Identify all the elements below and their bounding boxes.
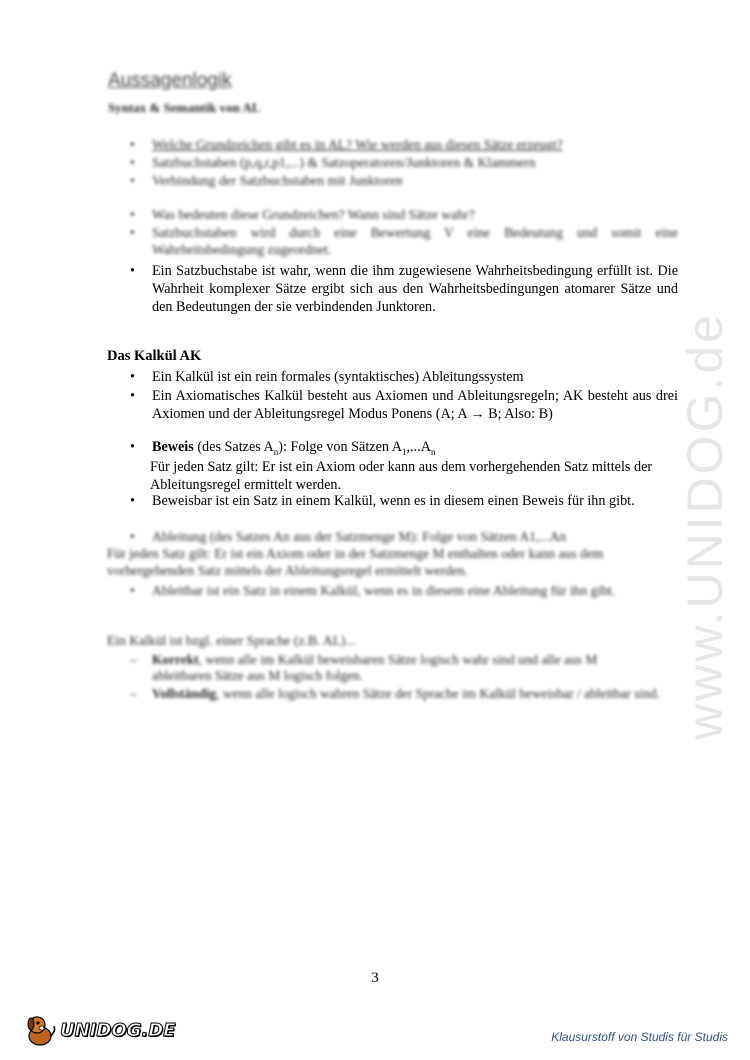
correct-text: , wenn alle im Kalkül beweisbaren Sätze logisch wahr sind und alle aus M ableitbaren Sätze aus M logisch folgen. [152, 652, 598, 683]
page-number: 3 [371, 970, 379, 986]
list-item: • Beweisbar ist ein Satz in einem Kalkül, wenn es in diesem einen Beweis für ihn gibt. [130, 492, 678, 510]
logo-text: UNIDOG.DE [60, 1019, 176, 1041]
proof-of: (des Satzes A [197, 439, 274, 455]
calculus-list [130, 368, 678, 424]
truth-list [130, 262, 678, 317]
derivation-detail: Für jeden Satz gilt: Er ist ein Axiom oder in der Satzmenge M enthalten oder kann aus dem vorhergehenden Satz mittels der Ableitungsregel ermittelt werden. [107, 546, 604, 578]
proof-def: ): Folge von Sätzen A [278, 439, 402, 455]
list-item: • Ableitung (des Satzes An aus der Satzmenge M): Folge von Sätzen A1,...An [130, 528, 678, 545]
page-subtitle: Syntax & Semantik von AL [108, 100, 261, 115]
provable-list [130, 492, 678, 511]
list-item [130, 652, 660, 684]
dog-icon [22, 1012, 58, 1048]
properties-intro: Ein Kalkül ist bzgl. einer Sprache (z.B. AL)... [107, 633, 356, 648]
list-item: • Ein Kalkül ist ein rein formales (syntaktisches) Ableitungssystem [130, 368, 678, 386]
derivation-list [130, 528, 678, 546]
list-item [130, 686, 660, 702]
list-item: • Ableitbar ist ein Satz in einem Kalkül, wenn es in diesem eine Ableitung für ihn gibt. [130, 582, 678, 599]
list-item: • Satzbuchstaben wird durch eine Bewertung V eine Bedeutung und somit eine Wahrheitsbedingung zugeordnet. [130, 224, 678, 258]
proof-sub: n [430, 446, 436, 457]
proof-detail: Für jeden Satz gilt: Er ist ein Axiom oder kann aus dem vorhergehenden Satz mittels der Ableitungsregel ermittelt werden. [150, 459, 653, 493]
derivable-list [130, 582, 678, 600]
footer-logo[interactable] [22, 1012, 175, 1048]
proof-sub: n [273, 446, 279, 457]
properties-list [130, 652, 660, 704]
section-heading: Das Kalkül AK [107, 348, 202, 364]
proof-term: Beweis [152, 439, 194, 455]
list-item: • Ein Axiomatisches Kalkül besteht aus Axiomen und Ableitungsregeln; AK besteht aus drei Axiomen und der Ableitungsregel Modus Ponens (A; A → B; Also: B) [130, 387, 678, 423]
list-item: • Verbindung der Satzbuchstaben mit Junktoren [130, 172, 678, 189]
complete-text: , wenn alle logisch wahren Sätze der Sprache im Kalkül beweisbar / ableitbar sind. [216, 686, 660, 701]
correct-term: Korrekt [152, 652, 199, 667]
footer-tagline: Klausurstoff von Studis für Studis [551, 1030, 728, 1044]
list-item: • Ein Satzbuchstabe ist wahr, wenn die ihm zugewiesene Wahrheitsbedingung erfüllt ist. Die Wahrheit komplexer Sätze ergibt sich aus den Wahrheitsbedingungen atomarer Sätze und den Bedeutungen der sie verbindenden Junktoren. [130, 262, 678, 316]
page-title: Aussagenlogik [108, 70, 232, 91]
list-item: • Satzbuchstaben (p,q,r,p1,...) & Satzoperatoren/Junktoren & Klammern [130, 154, 678, 171]
complete-term: Vollständig [152, 686, 217, 701]
semantic-list [130, 206, 678, 259]
syntax-list [130, 136, 678, 190]
list-item: • Welche Grundzeichen gibt es in AL? Wie werden aus diesen Sätze erzeugt? [130, 136, 678, 153]
list-item: • Was bedeuten diese Grundzeichen? Wann sind Sätze wahr? [130, 206, 678, 223]
watermark: www.UNIDOG.de [677, 312, 733, 740]
proof-sub: 1 [402, 446, 407, 457]
proof-dots: ,...A [406, 439, 431, 455]
